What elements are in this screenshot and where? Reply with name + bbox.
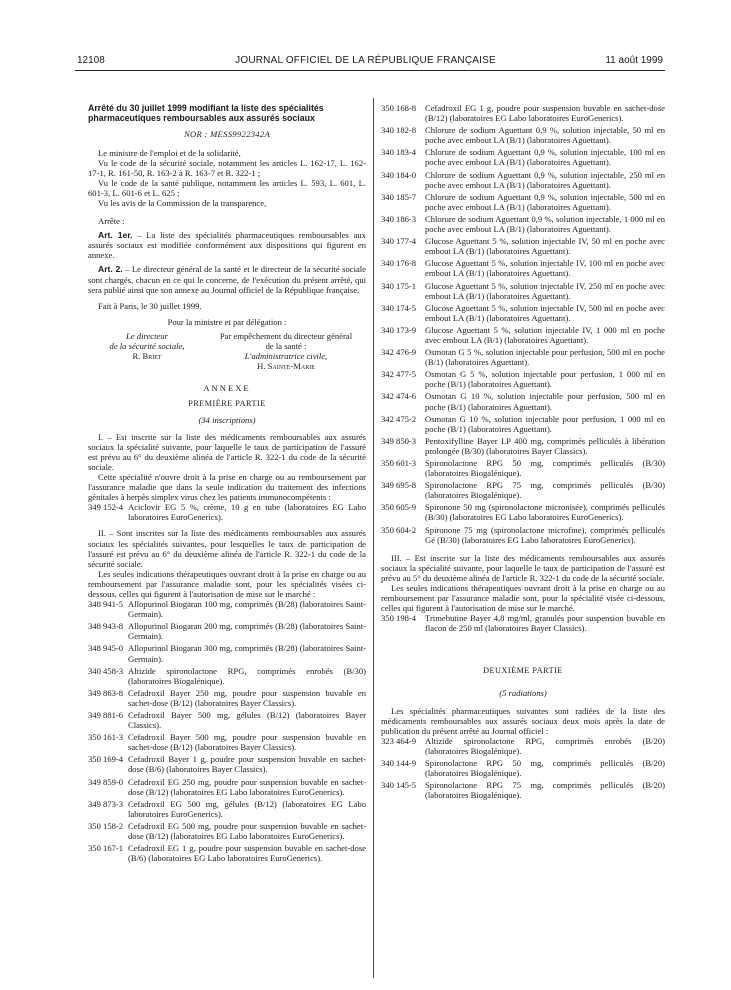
part-one-count: (34 inscriptions) xyxy=(198,415,256,426)
part-one-heading: PREMIÈRE PARTIE xyxy=(188,399,266,409)
list-item: 340 177-4 Glucose Aguettant 5 %, solution injectable IV, 50 ml en poche avec embout LA (B/1) (laboratoires Aguettant). xyxy=(381,236,665,257)
list-item: 350 167-1 Cefadroxil EG 1 g, poudre pour suspension buvable en sachet-dose (B/6) (laboratoires EG Labo laboratoires EuroGenerics). xyxy=(88,843,366,864)
list-item: 340 174-5 Glucose Aguettant 5 %, solution injectable IV, 500 ml en poche avec embout LA (B/1) (laboratoires Aguettant). xyxy=(381,302,665,323)
section-3-intro: III. – Est inscrite sur la liste des médicaments remboursables aux assurés sociaux la spécialité suivante, pour laquelle le taux de participation de l'assuré est prévu au 5° du deuxième alinéa de l'article R. 322-1 du code de la sécurité sociale. xyxy=(381,552,665,583)
list-item: 340 184-0 Chlorure de sodium Aguettant 0,9 %, solution injectable, 250 ml en poche avec embout LA (B/1) (laboratoires Aguettant). xyxy=(381,169,665,190)
publication-date: 11 août 1999 xyxy=(605,55,663,66)
section-3-note: Les seules indications thérapeutiques ouvrant droit à la prise en charge ou au remboursement par l'assurance maladie sont, pour la spécialité visée ci-dessous, celles qui figurent à l'autorisation de mise sur le marché. xyxy=(381,583,665,614)
list-item: 350 168-8 Cefadroxil EG 1 g, poudre pour suspension buvable en sachet-dose (B/12) (laboratoires EG Labo laboratoires EuroGenerics). xyxy=(381,103,665,124)
section-2-intro: II. – Sont inscrites sur la liste des médicaments remboursables aux assurés sociaux les spécialités suivantes, pour lesquelles le taux de participation de l'assuré est prévu au 6° du deuxième alinéa de l'article R. 322-1 du code de la sécurité sociale. xyxy=(88,528,366,569)
list-item: 342 475-2 Osmotan G 10 %, solution injectable pour perfusion, 1 000 ml en poche (B/1) (laboratoires Aguettant). xyxy=(381,413,665,434)
list-item: 350 169-4 Cefadroxil Bayer 1 g, poudre pour suspension buvable en sachet-dose (B/6) (laboratoires Bayer Classics). xyxy=(88,754,366,775)
section-2-note: Les seules indications thérapeutiques ouvrant droit à la prise en charge ou au remboursement par l'assurance maladie sont, pour les spécialités visées ci-dessous, celles qui figurent à l'autorisation de mise sur le marché : xyxy=(88,568,366,599)
signature-right: Par empêchement du directeur général de la santé : L'administratrice civile, H. Sainte-Marie xyxy=(219,330,353,372)
list-item: 349 850-3 Pentoxifylline Bayer LP 400 mg, comprimés pelliculés à libération prolongée (B/30) (laboratoires Bayer Classics). xyxy=(381,435,665,456)
list-item: 340 186-3 Chlorure de sodium Aguettant 0,9 %, solution injectable, 1 000 ml en poche avec embout LA (B/1) (laboratoires Aguettant). xyxy=(381,213,665,235)
article-2: Art. 2. – Le directeur général de la santé et le directeur de la sécurité sociale sont chargés, chacun en ce qui le concerne, de l'exécution du présent arrêté, qui sera publié ainsi que son annexe au Journal officiel de la République française. xyxy=(88,264,366,295)
section-1-note: Cette spécialité n'ouvre droit à la prise en charge ou au remboursement par l'assurance maladie que dans la seule indication du traitement des infections génitales à herpès simplex virus chez les patients immunocompétents : xyxy=(88,471,366,503)
list-item: 350 601-3 Spironolactone RPG 50 mg, comprimés pelliculés (B/30) (laboratoires Biogalénique). xyxy=(381,458,665,479)
list-item: 340 173-9 Glucose Aguettant 5 %, solution injectable IV, 1 000 ml en poche avec embout LA (B/1) (laboratoires Aguettant). xyxy=(381,324,665,345)
nor-reference: NOR : MESS9922342A xyxy=(183,129,271,140)
annexe-title: ANNEXE xyxy=(203,383,251,394)
preamble-line: Vu les avis de la Commission de la transparence, xyxy=(98,197,267,208)
list-item: 340 182-8 Chlorure de sodium Aguettant 0,9 %, solution injectable, 50 ml en poche avec embout LA (B/1) (laboratoires Aguettant). xyxy=(381,125,665,146)
list-item: 350 605-9 Spironone 50 mg (spironolactone micronisée), comprimés pelliculés (B/30) (laboratoires EG Labo laboratoires EuroGenerics). xyxy=(381,502,665,523)
part-two-intro: Les spécialités pharmaceutiques suivantes sont radiées de la liste des médicaments remboursables aux assurés sociaux deux mois après la date de publication du présent arrêté au Journal officiel : xyxy=(381,705,665,736)
list-item: 323 464-9 Altizide spironolactone RPG, comprimés enrobés (B/20) (laboratoires Biogalénique). xyxy=(381,735,665,757)
list-item: 349 695-8 Spironolactone RPG 75 mg, comprimés pelliculés (B/30) (laboratoires Biogalénique). xyxy=(381,480,665,501)
delegation-line: Pour la ministre et par délégation : xyxy=(167,316,287,327)
fait-a-paris: Fait à Paris, le 30 juillet 1999. xyxy=(98,300,202,311)
signatures xyxy=(88,331,366,371)
list-item: 349 863-8 Cefadroxil Bayer 250 mg, poudre pour suspension buvable en sachet-dose (B/12) (laboratoires Bayer Classics). xyxy=(88,687,366,708)
list-item: 348 945-0 Allopurinol Biogaran 300 mg, comprimés (B/28) (laboratoires Saint-Germain). xyxy=(88,643,366,664)
preamble-line: Le ministre de l'emploi et de la solidarité, xyxy=(98,147,241,158)
list-item: 350 198-4 Trimebutine Bayer 4,8 mg/ml, granulés pour suspension buvable en flacon de 250 ml (laboratoires Bayer Classics). xyxy=(381,613,665,634)
header-rule xyxy=(75,70,665,71)
list-item: 342 476-9 Osmotan G 5 %, solution injectable pour perfusion, 500 ml en poche (B/1) (laboratoires Aguettant). xyxy=(381,347,665,368)
arrete-title: Arrêté du 30 juillet 1999 modifiant la liste des spécialités pharmaceutiques remboursables aux assurés sociaux xyxy=(88,103,324,124)
section-1-intro: I. – Est inscrite sur la liste des médicaments remboursables aux assurés sociaux la spécialité suivante, pour laquelle le taux de participation de l'assuré est prévu au 6° du deuxième alinéa de l'article R. 322-1 du code de la sécurité sociale. xyxy=(88,431,366,472)
list-item: 349 881-6 Cefadroxil Bayer 500 mg, gélules (B/12) (laboratoires Bayer Classics). xyxy=(88,710,366,731)
list-item: 349 152-4 Aciclovir EG 5 %, crème, 10 g en tube (laboratoires EG Labo laboratoires EuroGenerics). xyxy=(88,502,366,523)
list-item: 340 185-7 Chlorure de sodium Aguettant 0,9 %, solution injectable, 500 ml en poche avec embout LA (B/1) (laboratoires Aguettant). xyxy=(381,191,665,212)
signature-left: Le directeur de la sécurité sociale, R. Briet xyxy=(109,330,185,362)
part-two-heading: DEUXIÈME PARTIE xyxy=(483,665,563,675)
left-column xyxy=(88,103,366,865)
list-item: 342 474-6 Osmotan G 10 %, solution injectable pour perfusion, 500 ml en poche (B/1) (laboratoires Aguettant). xyxy=(381,391,665,412)
article-1: Art. 1er. – La liste des spécialités pharmaceutiques remboursables aux assurés sociaux est modifiée conformément aux dispositions qui figurent en annexe. xyxy=(88,230,366,261)
list-item: 348 943-8 Allopurinol Biogaran 200 mg, comprimés (B/28) (laboratoires Saint-Germain). xyxy=(88,621,366,642)
list-item: 340 145-5 Spironolactone RPG 75 mg, comprimés pelliculés (B/20) (laboratoires Biogalénique). xyxy=(381,780,665,801)
arrete-label: Arrête : xyxy=(98,216,125,227)
list-item: 350 604-2 Spironone 75 mg (spironolactone microfine), comprimés pelliculés Gé (B/30) (laboratoires EG Labo laboratoires EuroGenerics). xyxy=(381,524,665,545)
journal-title: JOURNAL OFFICIEL DE LA RÉPUBLIQUE FRANÇAISE xyxy=(235,55,496,66)
list-item: 340 183-4 Chlorure de sodium Aguettant 0,9 %, solution injectable, 100 ml en poche avec embout LA (B/1) (laboratoires Aguettant). xyxy=(381,147,665,168)
preamble-line: Vu le code de la santé publique, notamment les articles L. 593, L. 601, L. 601-3, L. 601-6 et L. 625 ; xyxy=(88,177,366,198)
list-item: 350 161-3 Cefadroxil Bayer 500 mg, poudre pour suspension buvable en sachet-dose (B/12) (laboratoires Bayer Classics). xyxy=(88,732,366,753)
page-number: 12108 xyxy=(77,55,105,66)
list-item: 342 477-5 Osmotan G 5 %, solution injectable pour perfusion, 1 000 ml en poche (B/1) (laboratoires Aguettant). xyxy=(381,369,665,390)
list-item: 340 144-9 Spironolactone RPG 50 mg, comprimés pelliculés (B/20) (laboratoires Biogalénique). xyxy=(381,758,665,779)
list-item: 348 941-5 Allopurinol Biogaran 100 mg, comprimés (B/28) (laboratoires Saint-Germain). xyxy=(88,599,366,620)
column-divider xyxy=(373,98,374,978)
preamble-line: Vu le code de la sécurité sociale, notamment les articles L. 162-17, L. 162-17-1, R. 161-50, R. 163-2 à R. 163-7 et R. 322-1 ; xyxy=(88,157,366,178)
list-item: 340 175-1 Glucose Aguettant 5 %, solution injectable IV, 250 ml en poche avec embout LA (B/1) (laboratoires Aguettant). xyxy=(381,280,665,301)
list-item: 350 158-2 Cefadroxil EG 500 mg, poudre pour suspension buvable en sachet-dose (B/12) (laboratoires EG Labo laboratoires EuroGenerics). xyxy=(88,820,366,842)
part-two-count: (5 radiations) xyxy=(499,687,547,698)
list-item: 340 458-3 Altizide spironolactone RPG, comprimés enrobés (B/30) (laboratoires Biogalénique). xyxy=(88,665,366,686)
right-column xyxy=(381,103,665,803)
list-item: 349 859-0 Cefadroxil EG 250 mg, poudre pour suspension buvable en sachet-dose (B/12) (laboratoires EG Labo laboratoires EuroGenerics). xyxy=(88,776,366,797)
list-item: 340 176-8 Glucose Aguettant 5 %, solution injectable IV, 100 ml en poche avec embout LA (B/1) (laboratoires Aguettant). xyxy=(381,258,665,279)
list-item: 349 873-3 Cefadroxil EG 500 mg, gélules (B/12) (laboratoires EG Labo laboratoires EuroGenerics). xyxy=(88,798,366,819)
